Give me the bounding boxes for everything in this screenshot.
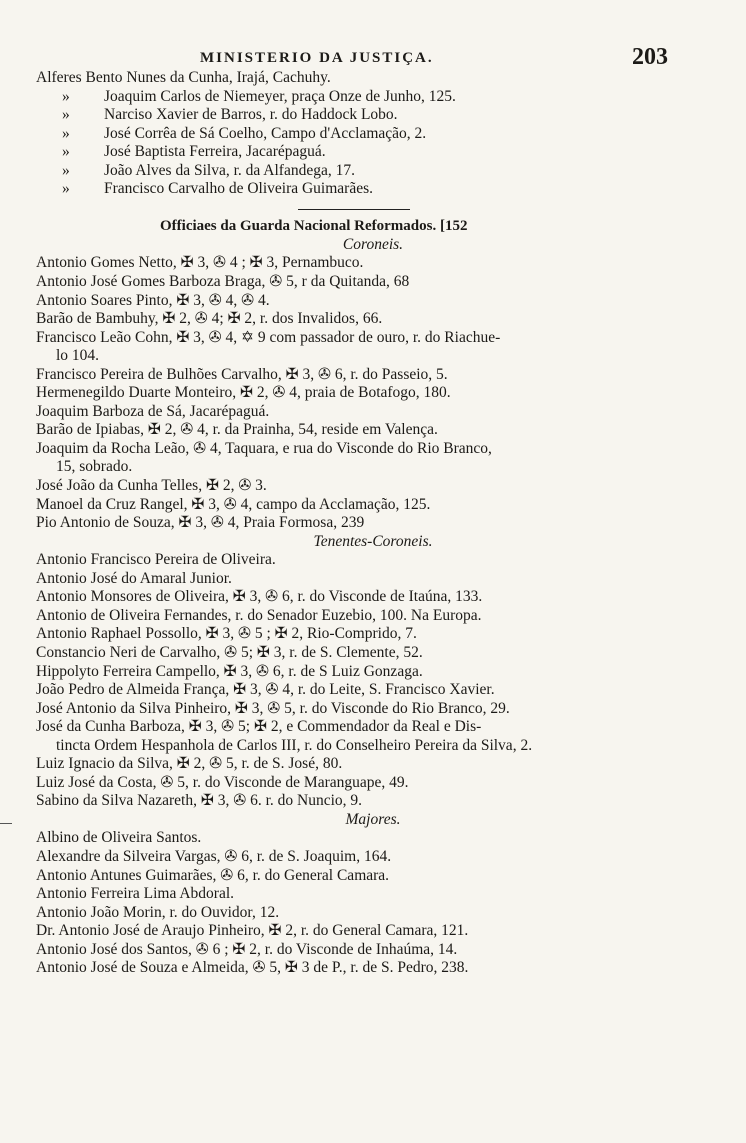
page-number: 203: [632, 44, 668, 70]
list-item: Antonio Antunes Guimarães, ✇ 6, r. do General Camara.: [36, 866, 390, 884]
ditto-mark: »: [62, 143, 70, 161]
list-item: » Joaquim Carlos de Niemeyer, praça Onze de Junho, 125.: [0, 88, 746, 107]
list-item: Sabino da Silva Nazareth, ✠ 3, ✇ 6. r. do Nuncio, 9.: [36, 792, 363, 810]
list-item: Barão de Bambuhy, ✠ 2, ✇ 4; ✠ 2, r. dos Invalidos, 66.: [36, 310, 383, 328]
list-item: Antonio José do Amaral Junior.: [36, 569, 232, 587]
list-item: Antonio Francisco Pereira de Oliveira.: [36, 551, 276, 569]
ditto-mark: »: [62, 87, 70, 105]
list-item-continuation: tincta Ordem Hespanhola de Carlos III, r. do Conselheiro Pereira da Silva, 2.: [56, 736, 533, 754]
alferes-list: [0, 88, 746, 199]
list-item: João Pedro de Almeida França, ✠ 3, ✇ 4, r. do Leite, S. Francisco Xavier.: [36, 681, 495, 699]
list-item: Francisco Pereira de Bulhões Carvalho, ✠ 3, ✇ 6, r. do Passeio, 5.: [36, 365, 448, 383]
divider: [298, 209, 410, 210]
list-item: Antonio Soares Pinto, ✠ 3, ✇ 4, ✇ 4.: [36, 291, 270, 309]
list-item: Antonio Monsores de Oliveira, ✠ 3, ✇ 6, r. do Visconde de Itaúna, 133.: [36, 588, 483, 606]
list-item: Luiz José da Costa, ✇ 5, r. do Visconde de Maranguape, 49.: [36, 773, 409, 791]
list-item: Antonio Ferreira Lima Abdoral.: [36, 885, 235, 903]
list-item: Antonio José Gomes Barboza Braga, ✇ 5, r da Quitanda, 68: [36, 273, 410, 291]
list-item-continuation: 15, sobrado.: [56, 458, 133, 476]
ditto-mark: »: [62, 180, 70, 198]
category-title-majores: Majores.: [345, 810, 401, 828]
category-title-tenentes-coroneis: Tenentes-Coroneis.: [313, 532, 433, 550]
list-item: Joaquim da Rocha Leão, ✇ 4, Taquara, e rua do Visconde do Rio Branco,: [36, 439, 492, 457]
list-item: » Narciso Xavier de Barros, r. do Haddock Lobo.: [0, 106, 746, 125]
list-item: Hermenegildo Duarte Monteiro, ✠ 2, ✇ 4, praia de Botafogo, 180.: [36, 384, 451, 402]
category-title-coroneis: Coroneis.: [342, 235, 404, 253]
list-item: Barão de Ipiabas, ✠ 2, ✇ 4, r. da Prainha, 54, reside em Valença.: [36, 421, 438, 439]
majores-list: [0, 829, 746, 977]
list-item: Antonio José dos Santos, ✇ 6 ; ✠ 2, r. do Visconde de Inhaúma, 14.: [36, 940, 458, 958]
list-item: Hippolyto Ferreira Campello, ✠ 3, ✇ 6, r. de S Luiz Gonzaga.: [36, 662, 423, 680]
list-item: Antonio de Oliveira Fernandes, r. do Senador Euzebio, 100. Na Europa.: [36, 606, 482, 624]
list-item: José João da Cunha Telles, ✠ 2, ✇ 3.: [36, 477, 267, 495]
list-item: José da Cunha Barboza, ✠ 3, ✇ 5; ✠ 2, e Commendador da Real e Dis-: [36, 718, 482, 736]
section-heading: Officiaes da Guarda Nacional Reformados. [152: [160, 218, 468, 235]
list-item-continuation: lo 104.: [56, 347, 100, 365]
margin-mark: [0, 823, 12, 824]
tenentes-coroneis-list: [0, 551, 746, 811]
list-item: Antonio João Morin, r. do Ouvidor, 12.: [36, 903, 280, 921]
coroneis-list: [0, 254, 746, 532]
list-item: Antonio Raphael Possollo, ✠ 3, ✇ 5 ; ✠ 2, Rio-Comprido, 7.: [36, 625, 417, 643]
list-item: » Francisco Carvalho de Oliveira Guimarães.: [0, 180, 746, 199]
list-item: Constancio Neri de Carvalho, ✇ 5; ✠ 3, r. de S. Clemente, 52.: [36, 643, 423, 661]
list-item: Dr. Antonio José de Araujo Pinheiro, ✠ 2, r. do General Camara, 121.: [36, 922, 469, 940]
list-item: Antonio Gomes Netto, ✠ 3, ✇ 4 ; ✠ 3, Pernambuco.: [36, 254, 364, 272]
ditto-mark: »: [62, 161, 70, 179]
list-item: Albino de Oliveira Santos.: [36, 829, 202, 847]
section-separator: [0, 199, 746, 218]
list-item: José Antonio da Silva Pinheiro, ✠ 3, ✇ 5, r. do Visconde do Rio Branco, 29.: [36, 699, 510, 717]
list-item: Antonio José de Souza e Almeida, ✇ 5, ✠ 3 de P., r. de S. Pedro, 238.: [36, 959, 469, 977]
page-body: [0, 69, 746, 978]
list-item: Manoel da Cruz Rangel, ✠ 3, ✇ 4, campo da Acclamação, 125.: [36, 495, 431, 513]
list-item: » José Corrêa de Sá Coelho, Campo d'Acclamação, 2.: [0, 125, 746, 144]
ditto-mark: »: [62, 124, 70, 142]
running-head: MINISTERIO DA JUSTIÇA.: [200, 50, 434, 66]
list-item: Pio Antonio de Souza, ✠ 3, ✇ 4, Praia Formosa, 239: [36, 514, 365, 532]
alferes-first-entry: Alferes Bento Nunes da Cunha, Irajá, Cachuhy.: [36, 69, 331, 86]
list-item: Luiz Ignacio da Silva, ✠ 2, ✇ 5, r. de S. José, 80.: [36, 755, 343, 773]
list-item: Alexandre da Silveira Vargas, ✇ 6, r. de S. Joaquim, 164.: [36, 847, 392, 865]
list-item: » José Baptista Ferreira, Jacarépaguá.: [0, 143, 746, 162]
list-item: Francisco Leão Cohn, ✠ 3, ✇ 4, ✡ 9 com passador de ouro, r. do Riachue-: [36, 328, 501, 346]
ditto-mark: »: [62, 106, 70, 124]
list-item: Joaquim Barboza de Sá, Jacarépaguá.: [36, 402, 270, 420]
list-item: » João Alves da Silva, r. da Alfandega, 17.: [0, 162, 746, 181]
